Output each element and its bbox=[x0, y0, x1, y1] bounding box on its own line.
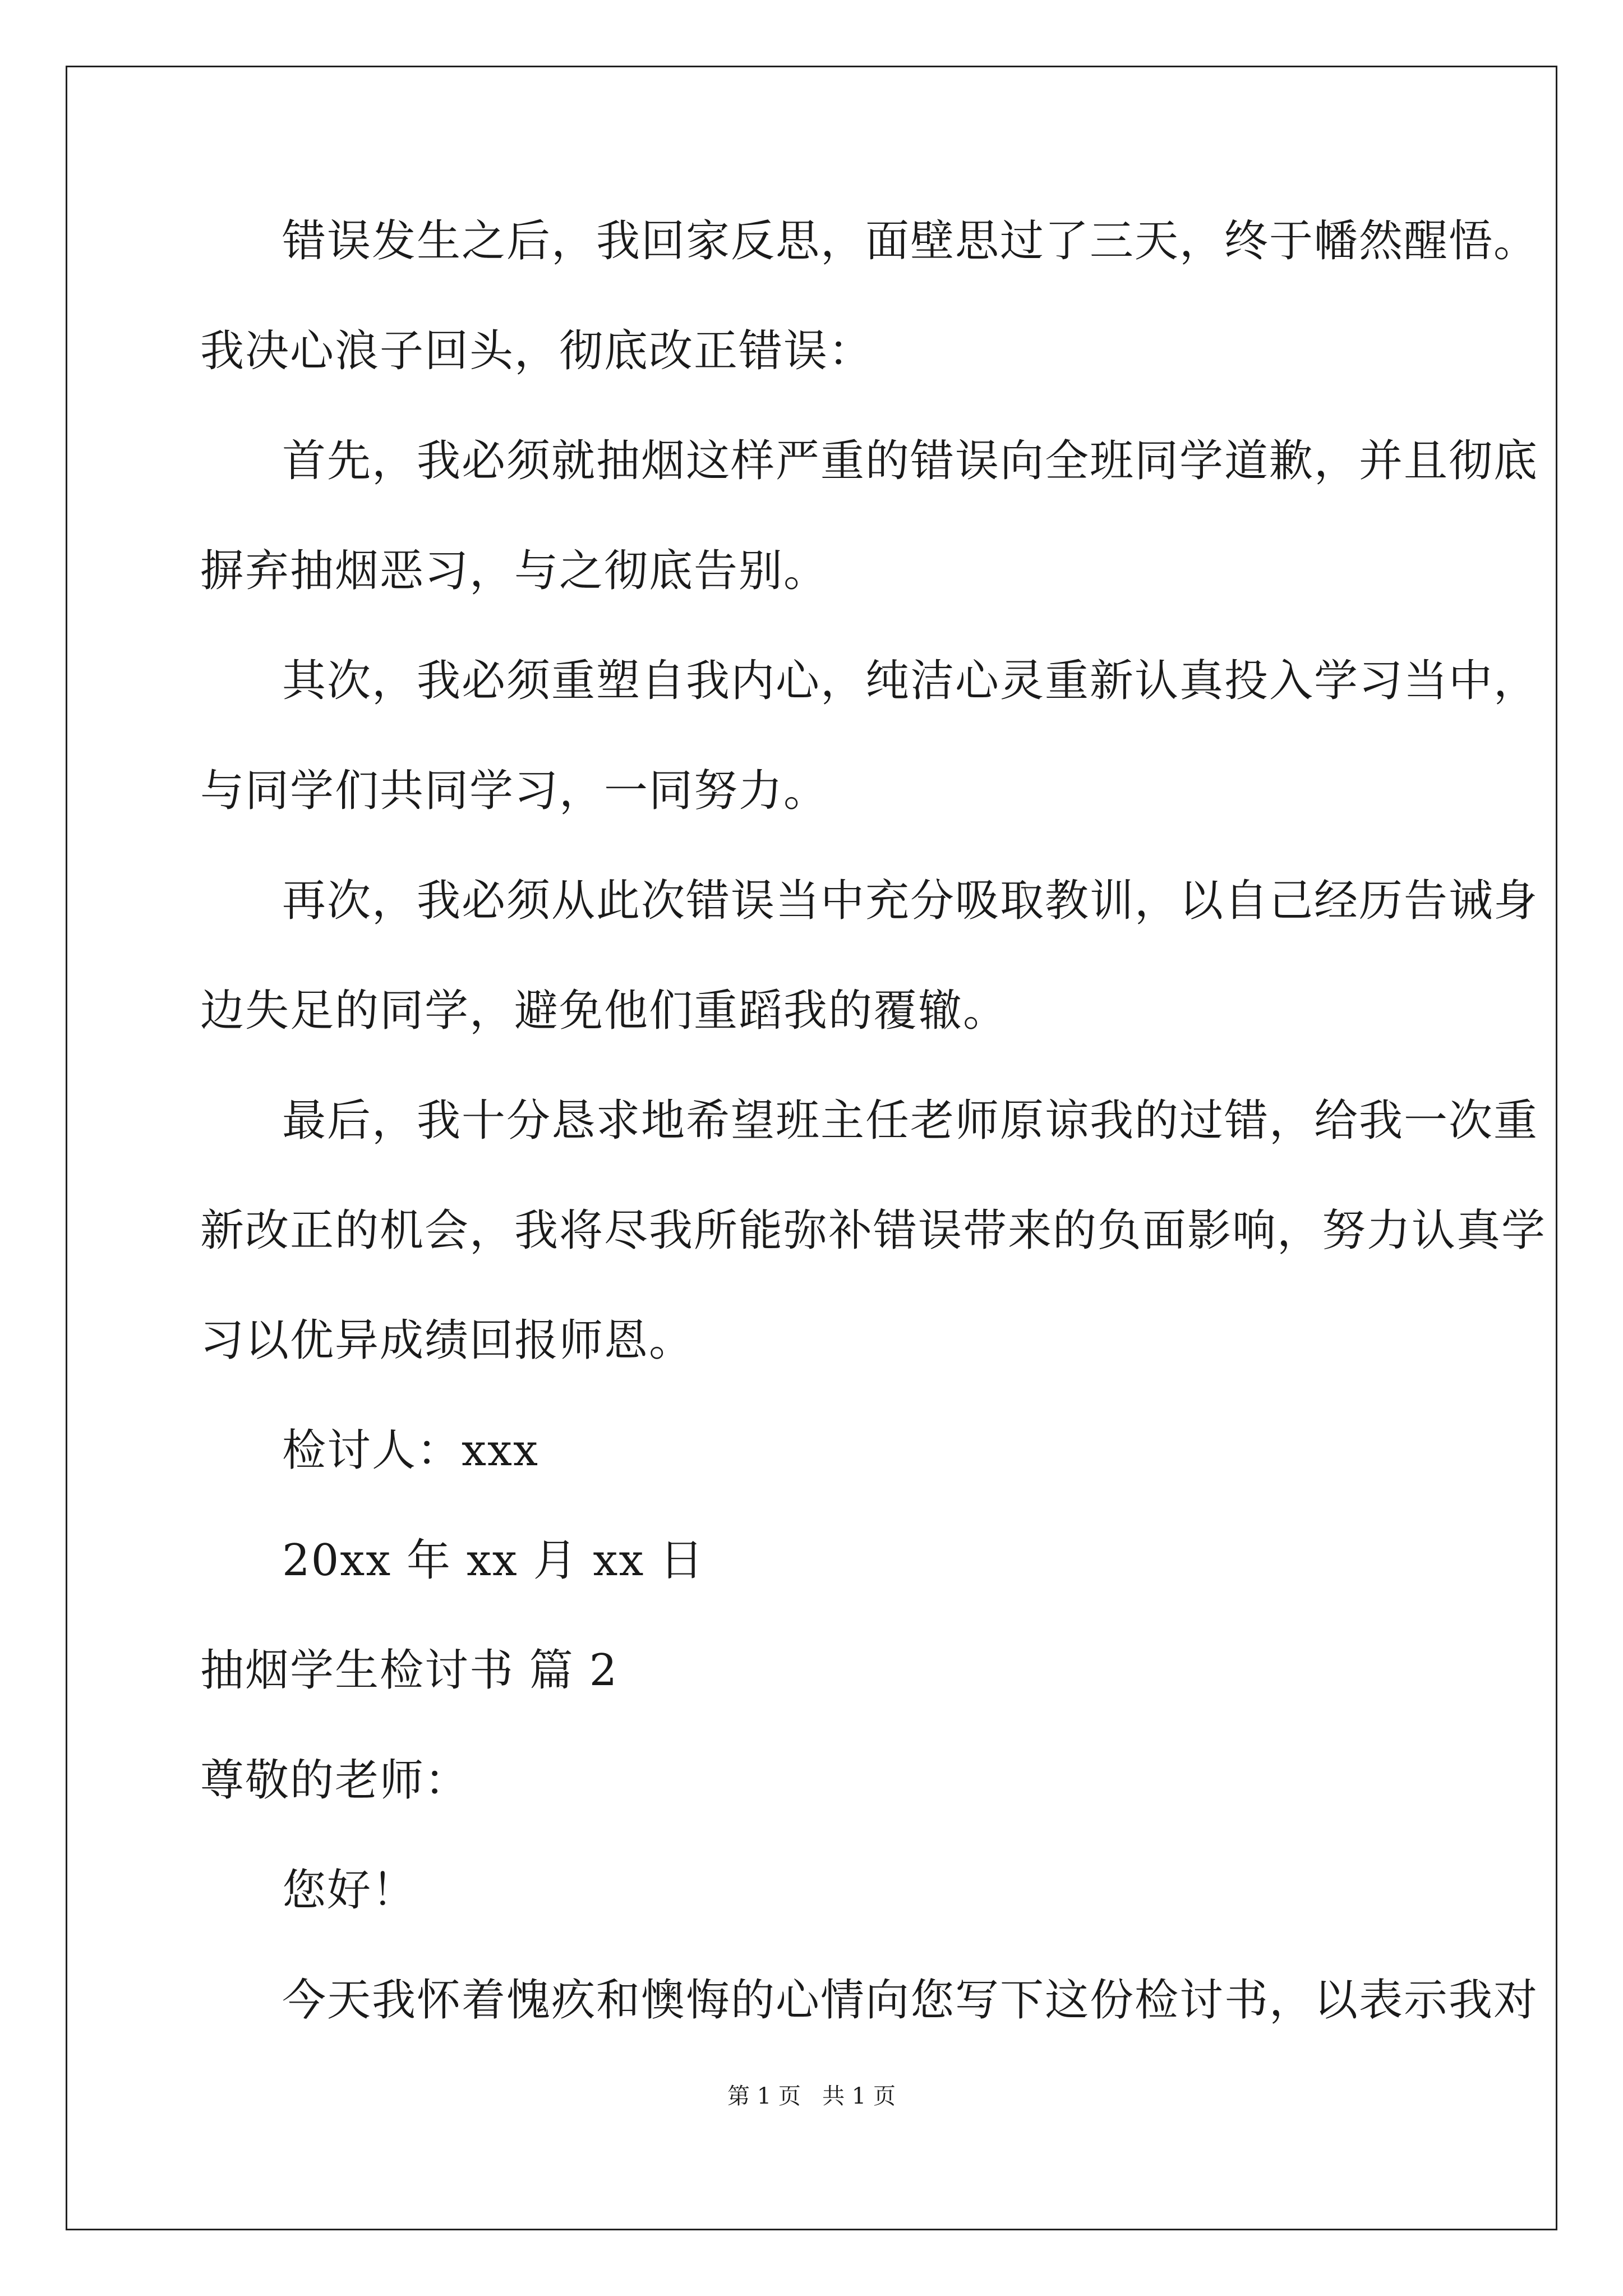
greeting: 您好！ bbox=[282, 1865, 417, 1916]
paragraph-line-1: 错误发生之后，我回家反思，面壁思过了三天，终于幡然醒悟。 bbox=[282, 216, 1539, 266]
paragraph-line-17: 今天我怀着愧疚和懊悔的心情向您写下这份检讨书，以表示我对 bbox=[282, 1975, 1539, 2026]
paragraph-line-5: 其次，我必须重塑自我内心，纯洁心灵重新认真投入学习当中， bbox=[282, 656, 1539, 706]
signature-line: 检讨人：xxx bbox=[282, 1425, 539, 1476]
date-line: 20xx 年 xx 月 xx 日 bbox=[282, 1535, 705, 1586]
page-footer: 第 1 页 共 1 页 bbox=[727, 2083, 896, 2109]
salutation: 尊敬的老师： bbox=[200, 1755, 470, 1806]
paragraph-line-10: 新改正的机会，我将尽我所能弥补错误带来的负面影响，努力认真学 bbox=[200, 1205, 1547, 1256]
paragraph-line-7: 再次，我必须从此次错误当中充分吸取教训，以自己经历告诫身 bbox=[282, 876, 1539, 926]
paragraph-line-3: 首先，我必须就抽烟这样严重的错误向全班同学道歉，并且彻底 bbox=[282, 436, 1539, 486]
section-heading: 抽烟学生检讨书 篇 2 bbox=[200, 1645, 619, 1696]
paragraph-line-8: 边失足的同学，避免他们重蹈我的覆辙。 bbox=[200, 986, 1008, 1036]
paragraph-line-4: 摒弃抽烟恶习，与之彻底告别。 bbox=[200, 546, 829, 596]
paragraph-line-6: 与同学们共同学习，一同努力。 bbox=[200, 766, 829, 816]
paragraph-line-9: 最后，我十分恳求地希望班主任老师原谅我的过错，给我一次重 bbox=[282, 1096, 1539, 1146]
paragraph-line-2: 我决心浪子回头，彻底改正错误： bbox=[200, 326, 874, 376]
paragraph-line-11: 习以优异成绩回报师恩。 bbox=[200, 1315, 694, 1366]
